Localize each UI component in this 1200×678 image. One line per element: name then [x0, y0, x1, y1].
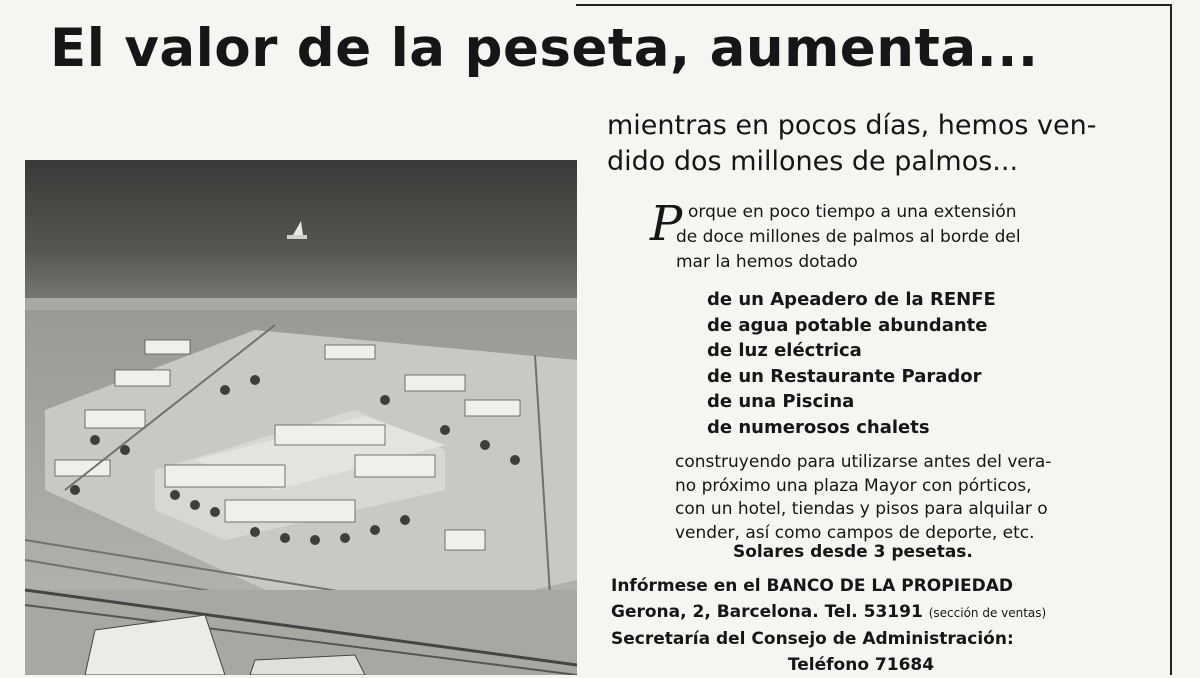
- contact-bank: Infórmese en el BANCO DE LA PROPIEDAD: [611, 576, 1014, 596]
- feature-item: de numerosos chalets: [707, 416, 930, 438]
- construction-line: vender, así como campos de deporte, etc.: [675, 522, 1035, 543]
- intro-paragraph: [650, 196, 1160, 275]
- subheadline: [607, 108, 1167, 180]
- feature-item: de un Apeadero de la RENFE: [707, 289, 996, 310]
- frame-top-border: [576, 4, 1172, 6]
- feature-item: de un Restaurante Parador: [707, 365, 982, 387]
- contact-address-text: Gerona, 2, Barcelona. Tel. 53191: [611, 602, 923, 622]
- construction-line: no próximo una plaza Mayor con pórticos,: [675, 475, 1032, 496]
- intro-line: de doce millones de palmos al borde del: [676, 227, 1021, 247]
- feature-item: de luz eléctrica: [707, 340, 862, 361]
- feature-item: de una Piscina: [707, 391, 855, 412]
- headline: El valor de la peseta, aumenta...: [50, 18, 1039, 79]
- price-line: Solares desde 3 pesetas.: [733, 542, 973, 562]
- intro-line: orque en poco tiempo a una extensión: [688, 202, 1017, 222]
- contact-block: [611, 573, 1171, 678]
- subheadline-line: mientras en pocos días, hemos ven-: [607, 110, 1097, 141]
- features-list: [707, 287, 996, 440]
- contact-secretary: Secretaría del Consejo de Administración:: [611, 629, 1014, 649]
- feature-item: de agua potable abundante: [707, 314, 988, 336]
- contact-sales-note: (sección de ventas): [928, 606, 1047, 620]
- construction-paragraph: [675, 451, 1051, 545]
- aerial-town-illustration: [25, 160, 577, 675]
- construction-line: construyendo para utilizarse antes del vera-: [675, 452, 1052, 472]
- intro-line: mar la hemos dotado: [676, 252, 858, 272]
- drop-cap: P: [650, 196, 683, 252]
- aerial-photograph: [25, 160, 577, 675]
- contact-phone: Teléfono 71684: [787, 655, 935, 675]
- subheadline-line: dido dos millones de palmos...: [607, 146, 1019, 177]
- contact-address: [611, 599, 1171, 626]
- construction-line: con un hotel, tiendas y pisos para alquilar o: [675, 499, 1048, 519]
